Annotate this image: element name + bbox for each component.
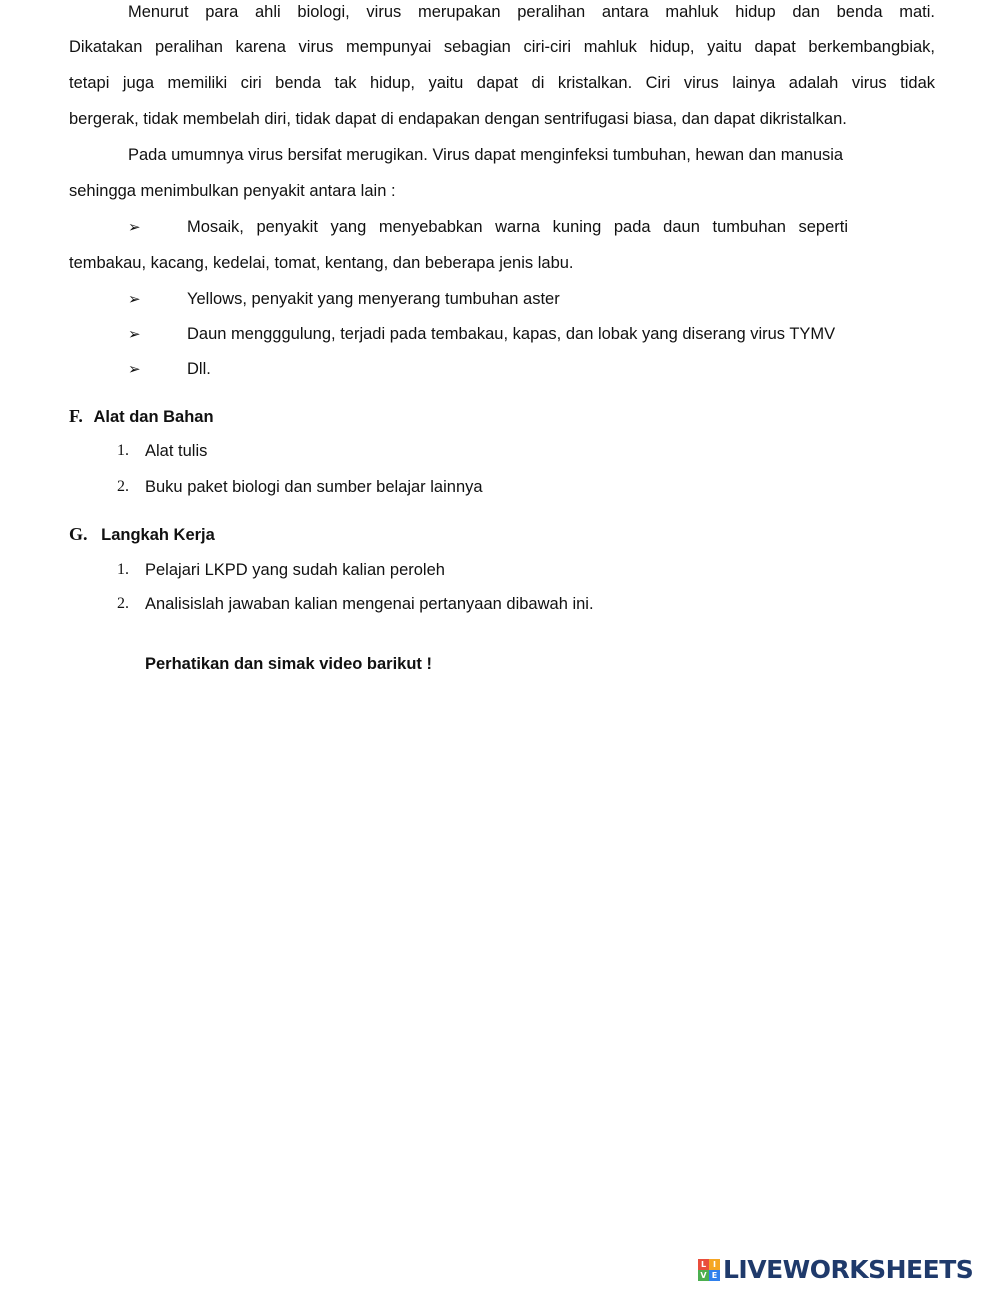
intro-line-1: Menurut para ahli biologi, virus merupakan peralihan antara mahluk hidup dan benda mati.: [128, 3, 935, 21]
logo-cell-e: E: [709, 1270, 720, 1281]
logo-cell-i: I: [709, 1259, 720, 1270]
section-g-heading: [69, 523, 215, 546]
section-f-item-1: Alat tulis: [145, 442, 208, 460]
disease-item-1: Mosaik, penyakit yang menyebabkan warna kuning pada daun tumbuhan seperti: [187, 218, 848, 236]
logo-cell-l: L: [698, 1259, 709, 1270]
liveworksheets-logo[interactable]: [698, 1256, 973, 1284]
logo-cell-v: V: [698, 1270, 709, 1281]
section-f-item-2: Buku paket biologi dan sumber belajar lainnya: [145, 478, 483, 496]
disease-item-3: Daun mengggulung, terjadi pada tembakau, kapas, dan lobak yang diserang virus TYMV: [187, 325, 836, 343]
arrow-bullet-icon: ➢: [128, 218, 141, 236]
disease-item-4: Dll.: [187, 360, 211, 378]
arrow-bullet-icon: ➢: [128, 360, 141, 378]
intro-line-3: tetapi juga memiliki ciri benda tak hidup, yaitu dapat di kristalkan. Ciri virus lainya adalah virus tidak: [69, 74, 935, 92]
liveworksheets-logo-icon: [698, 1259, 720, 1281]
section-f-heading: [69, 405, 214, 428]
paragraph2-line-2: sehingga menimbulkan penyakit antara lain :: [69, 182, 396, 200]
liveworksheets-logo-text: LIVEWORKSHEETS: [723, 1255, 974, 1284]
section-f-number-2: 2.: [117, 478, 129, 495]
paragraph2-line-1: Pada umumnya virus bersifat merugikan. Virus dapat menginfeksi tumbuhan, hewan dan manusia: [128, 146, 844, 164]
section-g-number-1: 1.: [117, 561, 129, 578]
video-instruction: Perhatikan dan simak video barikut !: [145, 655, 433, 673]
section-f-number-1: 1.: [117, 442, 129, 459]
arrow-bullet-icon: ➢: [128, 290, 141, 308]
disease-item-2: Yellows, penyakit yang menyerang tumbuhan aster: [187, 290, 560, 308]
section-g-number-2: 2.: [117, 595, 129, 612]
intro-line-2: Dikatakan peralihan karena virus mempunyai sebagian ciri-ciri mahluk hidup, yaitu dapat berkembangbiak,: [69, 38, 935, 56]
section-f-title: Alat dan Bahan: [93, 408, 214, 426]
section-g-item-1: Pelajari LKPD yang sudah kalian peroleh: [145, 561, 445, 579]
disease-item-1-continued: tembakau, kacang, kedelai, tomat, kentang, dan beberapa jenis labu.: [69, 254, 574, 272]
arrow-bullet-icon: ➢: [128, 325, 141, 343]
intro-line-4: bergerak, tidak membelah diri, tidak dapat di endapakan dengan sentrifugasi biasa, dan dapat dikristalkan.: [69, 110, 847, 128]
section-g-letter: G.: [69, 524, 88, 544]
section-g-title: Langkah Kerja: [101, 526, 215, 544]
section-f-letter: F.: [69, 406, 83, 426]
section-g-item-2: Analisislah jawaban kalian mengenai pertanyaan dibawah ini.: [145, 595, 594, 613]
